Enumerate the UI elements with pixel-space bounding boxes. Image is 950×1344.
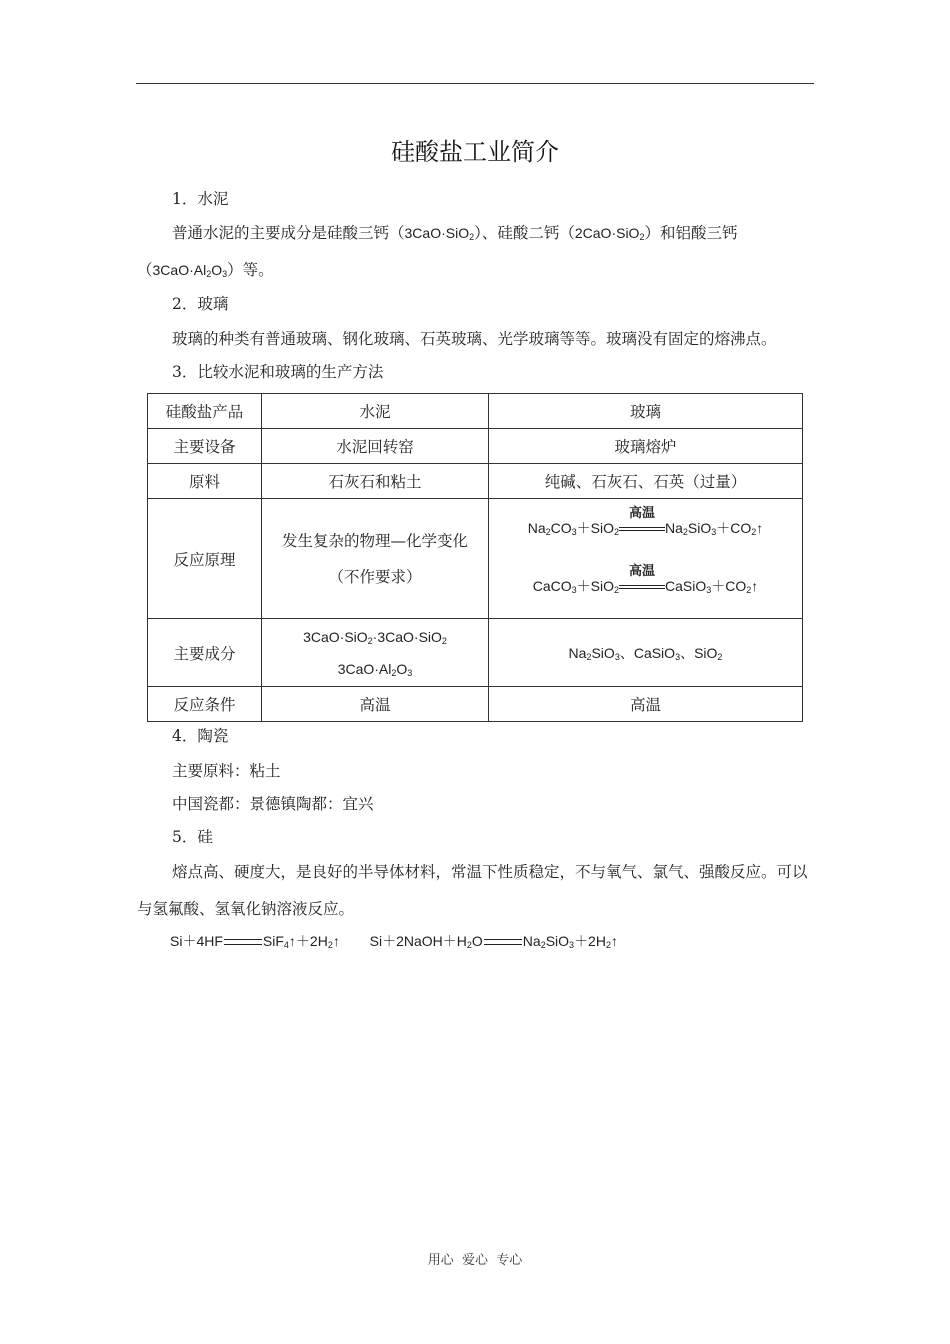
formula-part: 3CaO·SiO [404,225,470,241]
formula-part: 3CaO·Al [152,262,207,278]
subscript: 2 [613,526,619,537]
eq-part: SiO [545,933,570,949]
subscript: 2 [367,635,373,646]
section-4-heading: 4．陶瓷 [172,727,229,745]
subscript: 2 [327,940,333,950]
gas-arrow: ↑ [610,933,618,949]
subscript: 2 [586,651,592,662]
table-cell: 主要成分 [148,619,262,687]
gas-arrow: ↑ [332,933,340,949]
table-cell: 玻璃熔炉 [489,429,803,464]
eq-part: Si＋2NaOH＋H [369,933,467,949]
eq-part: O [471,933,483,949]
table-row [148,619,803,687]
table-cell [262,619,489,687]
glass-composition [489,643,802,663]
text: ）和铝酸三钙 [644,224,738,242]
table-header-cell: 玻璃 [489,394,803,429]
subscript: 3 [711,526,717,537]
gas-arrow: ↑ [751,577,759,594]
gas-arrow: ↑ [756,519,764,536]
eq-part: ↑＋2H [288,933,328,949]
equals-bars [619,527,665,531]
section-2-heading: 2．玻璃 [172,295,229,313]
document-title: 硅酸盐工业简介 [391,138,559,166]
condition-label: 高温 [628,563,655,579]
section-5-paragraph-line-2: 与氢氟酸、氢氧化钠溶液反应。 [137,900,355,918]
subscript: 2 [605,940,611,950]
section-5-paragraph-line-1: 熔点高、硬度大，是良好的半导体材料，常温下性质稳定，不与氧气、氯气、强酸反应。可以 [172,863,808,881]
subscript: 2 [206,269,212,279]
formula-part: 2CaO·SiO [574,225,640,241]
subscript: 2 [391,667,397,678]
glass-equation-2 [489,563,802,596]
subscript: 3 [614,651,620,662]
eq-part: 、SiO [680,644,718,661]
table-cell: 高温 [262,687,489,722]
silicon-equations [170,931,618,951]
text: （ [137,261,153,279]
subscript: 2 [613,584,619,595]
table-cell: 主要设备 [148,429,262,464]
section-3-heading: 3．比较水泥和玻璃的生产方法 [172,363,384,381]
eq-part: ·3CaO·SiO [372,628,442,645]
subscript: 3 [706,584,712,595]
subscript: 2 [466,940,472,950]
eq-part: ＋SiO [576,519,614,536]
subscript: 2 [682,526,688,537]
section-4-materials: 主要原料：粘土 [172,762,281,780]
cement-principle-line: 发生复杂的物理—化学变化 [281,531,468,550]
table-header-cell: 水泥 [262,394,489,429]
section-1-paragraph-line-1 [172,223,737,243]
equals-bars [484,939,522,945]
table-cell: 水泥回转窑 [262,429,489,464]
text: 普通水泥的主要成分是硅酸三钙（ [172,224,405,242]
eq-part: ＋2H [574,933,606,949]
table-cell: 反应条件 [148,687,262,722]
table-cell [489,619,803,687]
reaction-condition-sign [619,563,665,596]
section-1-heading: 1．水泥 [172,190,229,208]
subscript: 2 [545,526,551,537]
glass-equation-1 [489,505,802,538]
section-2-paragraph: 玻璃的种类有普通玻璃、钢化玻璃、石英玻璃、光学玻璃等等。玻璃没有固定的熔沸点。 [172,330,777,348]
subscript: 3 [407,667,413,678]
table-cell: 高温 [489,687,803,722]
eq-part: Na [665,519,683,536]
subscript: 3 [571,584,577,595]
text: ）等。 [227,261,274,279]
section-5-heading: 5．硅 [172,828,213,846]
cement-composition-2 [262,653,488,685]
eq-part: CaSiO [665,577,707,594]
subscript: 2 [540,940,546,950]
cement-composition-1 [262,621,488,653]
table-row [148,394,803,429]
table-row [148,464,803,499]
equals-bars [224,939,262,945]
cement-principle-note: （不作要求） [328,567,422,586]
reaction-condition-sign [619,505,665,538]
subscript: 3 [571,526,577,537]
comparison-table [147,393,803,722]
eq-part: SiF [262,933,284,949]
eq-part: ＋SiO [576,577,614,594]
formula-part: O [211,262,223,278]
eq-part: ＋CO [711,577,747,594]
condition-label: 高温 [628,505,655,521]
equals-bars [619,585,665,589]
table-cell: 石灰石和粘土 [262,464,489,499]
subscript: 2 [751,526,757,537]
subscript: 3 [222,269,228,279]
page-footer: 用心 爱心 专心 [427,1253,523,1268]
eq-part: SiO [591,644,615,661]
subscript: 2 [746,584,752,595]
table-row [148,429,803,464]
subscript: 4 [283,940,289,950]
table-row [148,499,803,619]
formula [405,225,475,241]
text: ）、硅酸二钙（ [474,224,575,242]
table-cell [489,499,803,619]
section-1-paragraph-line-2 [137,260,274,280]
table-row [148,687,803,722]
subscript: 2 [469,232,475,242]
eq-part: Si＋4HF [170,933,223,949]
section-4-capitals: 中国瓷都：景德镇陶都：宜兴 [172,795,374,813]
formula [153,262,228,278]
subscript: 3 [569,940,575,950]
eq-part: O [396,660,408,677]
table-cell [262,499,489,619]
subscript: 2 [639,232,645,242]
subscript: 3 [675,651,681,662]
eq-part: 、CaSiO [619,644,676,661]
eq-part: CaCO [532,577,572,594]
table-header-cell: 硅酸盐产品 [148,394,262,429]
table-cell: 原料 [148,464,262,499]
eq-part: Na [568,644,587,661]
header-rule [136,83,814,84]
eq-part: Na [522,933,541,949]
cement-principle [262,523,488,595]
table-cell: 纯碱、石灰石、石英（过量） [489,464,803,499]
eq-part: CO [550,519,572,536]
eq-part: Na [527,519,546,536]
subscript: 2 [441,635,447,646]
eq-part: 3CaO·SiO [303,628,368,645]
table-cell: 反应原理 [148,499,262,619]
eq-part: SiO [687,519,712,536]
eq-part: ＋CO [716,519,752,536]
subscript: 2 [717,651,723,662]
formula [575,225,645,241]
eq-part: 3CaO·Al [337,660,392,677]
